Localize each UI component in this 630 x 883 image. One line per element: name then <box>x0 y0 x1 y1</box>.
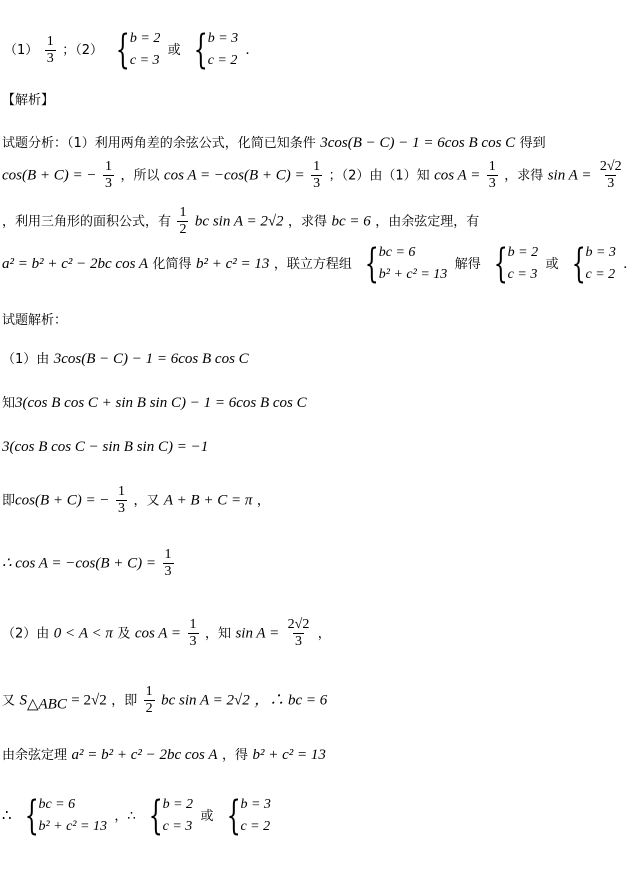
section-title: 【解析】 <box>2 93 55 108</box>
answer-part1-label: （1） <box>4 43 39 58</box>
solution-line-6: （2）由 0 < A < π 及 cos A = $\frac{1}{3}$ ，知 sin A = $\frac{2√2}{3}$ ， <box>2 617 331 649</box>
answer-or: 或 <box>167 43 181 58</box>
answer-fraction: $\frac{1}{3}$ <box>46 33 54 66</box>
brace-icon: { <box>365 241 380 287</box>
solution-line-7: 又 $S_{\triangle ABC} = 2√2$ ，即 $\frac{1}{2}$ bc sin A = 2√2 ，∴ bc = 6 <box>2 684 328 716</box>
solution-title: 试题解析： <box>2 313 68 328</box>
solution-line-4: 即cos(B + C) = − $\frac{1}{3}$ ，又 A + B + C = π ， <box>2 484 270 516</box>
brace-icon: { <box>226 793 241 839</box>
analysis-line-1: 试题分析：（1）利用两角差的余弦公式，化简已知条件 3cos(B − C) − 1 = 6cos B cos C 得到 <box>2 135 546 151</box>
brace-icon: { <box>116 27 131 73</box>
brace-icon: { <box>571 241 586 287</box>
answer-separator: ；（2） <box>62 43 103 58</box>
solution-line-3: 3(cos B cos C − sin B sin C) = −1 <box>2 439 209 455</box>
solution-line-9: ∴ { bc = 6 b² + c² = 13 ，∴ { b = 2 c = 3 或 { b = 3 c = 2 <box>2 793 271 839</box>
analysis-line-3: ，利用三角形的面积公式，有 $\frac{1}{2}$ bc sin A = 2√2 ，求得 bc = 6 ，由余弦定理，有 <box>2 205 480 237</box>
solution-line-5: ∴ cos A = −cos(B + C) = $\frac{1}{3}$ <box>2 547 172 579</box>
brace-icon: { <box>148 793 163 839</box>
solution-line-2: 知3(cos B cos C + sin B sin C) − 1 = 6cos B cos C <box>2 395 307 411</box>
brace-icon: { <box>24 793 39 839</box>
answer-line: （1） $\frac{1}{3}$ ；（2） { b = 2 c = 3 或 { b = 3 c = 2 . <box>4 27 250 73</box>
answer-system-1: { b = 2 c = 3 <box>116 27 161 73</box>
solution-line-8: 由余弦定理 a² = b² + c² − 2bc cos A ，得 b² + c² = 13 <box>2 747 326 763</box>
brace-icon: { <box>493 241 508 287</box>
analysis-line-4: a² = b² + c² − 2bc cos A 化简得 b² + c² = 13 ，联立方程组 { bc = 6 b² + c² = 13 解得 { b = 2 c = 3 或 { b = 3 c = 2 . <box>2 241 628 287</box>
brace-icon: { <box>193 27 208 73</box>
answer-system-2: { b = 3 c = 2 <box>193 27 239 73</box>
analysis-line-2: cos(B + C) = − $\frac{1}{3}$ ，所以 cos A = −cos(B + C) = $\frac{1}{3}$ ；（2）由（1）知 cos A = $\frac{1}{3}$ ，求得 sin A = $\frac{2√2}{3}$ <box>2 159 622 191</box>
solution-line-1: （1）由 3cos(B − C) − 1 = 6cos B cos C <box>2 351 249 367</box>
